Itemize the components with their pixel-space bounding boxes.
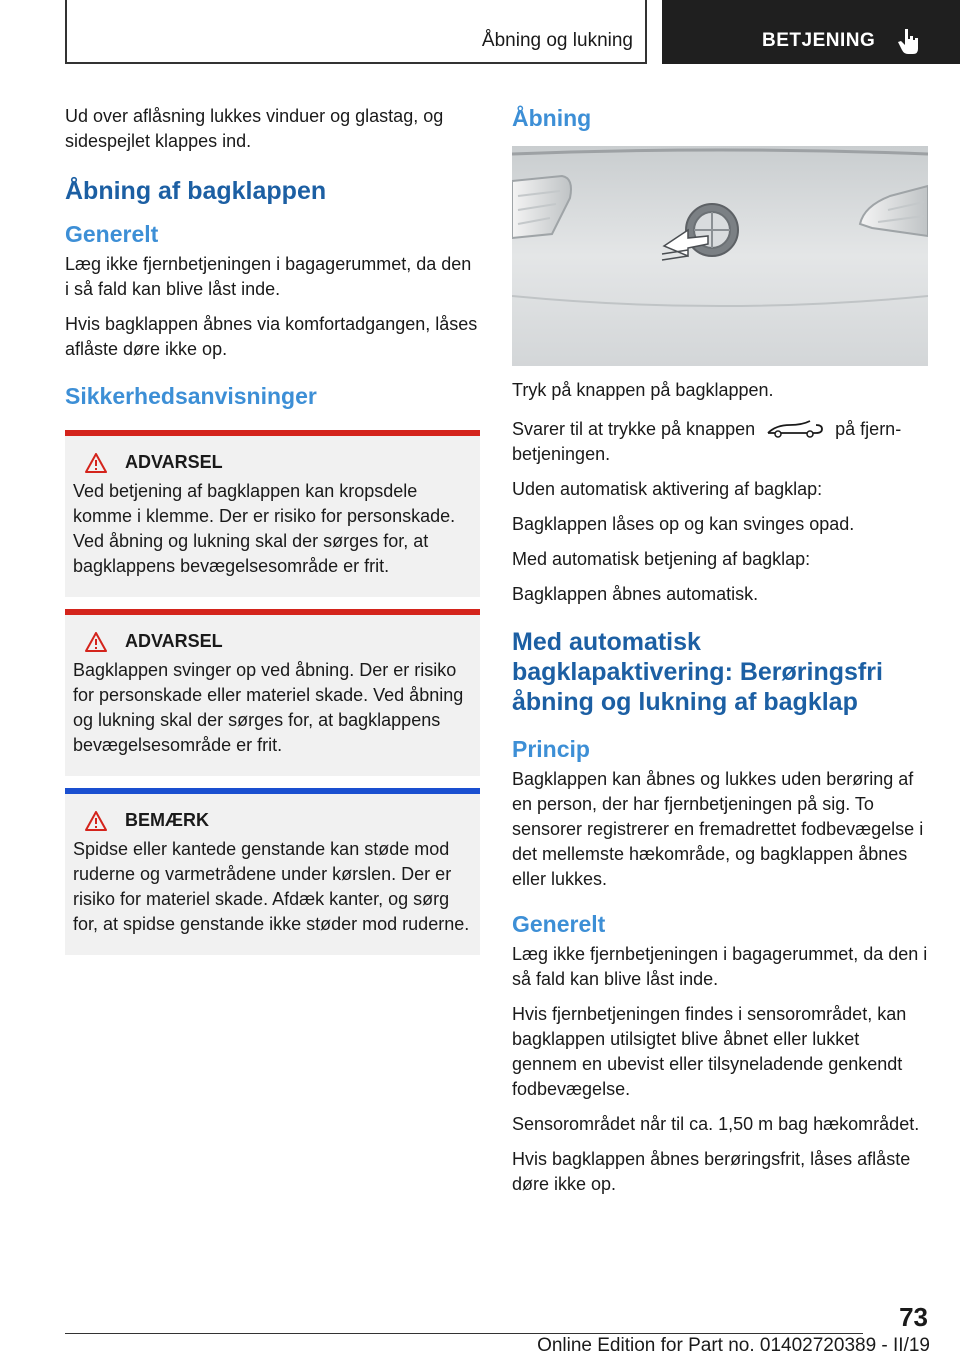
note-box [65,788,480,955]
page-number: 73 [899,1302,928,1332]
warning-title-2: ADVARSEL [125,631,223,651]
subheading-opening: Åbning [512,105,592,131]
note-title: BEMÆRK [125,810,209,830]
opening-paragraph-2-end: på fjernbetjeningen. [512,419,902,464]
general-right-paragraph-1: Læg ikke fjernbetjeningen i bagagerummet, da den i så fald kan blive låst inde. [512,944,928,989]
general-right-paragraph-4: Hvis bagklappen åbnes berøringsfrit, låses aflåste døre ikke op. [512,1149,911,1194]
warning-triangle-icon [85,632,107,652]
warning-triangle-icon [85,453,107,473]
subheading-principle: Princip [512,736,590,762]
warning-box-1 [65,430,480,597]
warning-box-2 [65,609,480,776]
opening-paragraph-5: Med automatisk betjening af bagklap: [512,549,811,569]
general-paragraph-1: Læg ikke fjernbetjeningen i bagagerummet, da den i så fald kan blive låst inde. [65,254,472,299]
header-chapter-title: BETJENING [762,30,876,51]
opening-paragraph-2 [512,417,928,467]
footer-edition: Online Edition for Part no. 01402720389 - II/19 [537,1335,930,1356]
principle-paragraph: Bagklappen kan åbnes og lukkes uden berøring af en person, der har fjernbetjeningen på sig. To sensorer registrerer en fremadrettet fodbevægelse i det mellemste hækområde, og bagklappen åbnes eller lukkes. [512,769,924,889]
subheading-general: Generelt [65,221,159,247]
right-column [512,104,928,1207]
general-right-paragraph-3: Sensorområdet når til ca. 1,50 m bag hækområdet. [512,1114,920,1134]
tailgate-button-illustration [512,146,928,366]
warning-text-1: Ved betjening af bagklappen kan kropsdele komme i klemme. Der er risiko for personskade. Ved åbning og lukning skal der sørges for, at bagklappens bevægelsesområde er frit. [73,481,456,576]
section-heading-touchless: Med automatisk bagklapaktivering: Berøringsfri åbning og lukning af bagklap [512,628,883,716]
section-heading-tailgate-opening: Åbning af bagklappen [65,177,327,205]
header-section-box [65,0,647,64]
opening-paragraph-6: Bagklappen åbnes automatisk. [512,584,759,604]
general-paragraph-2: Hvis bagklappen åbnes via komfortadgangen, låses aflåste døre ikke op. [65,314,478,359]
subheading-safety: Sikkerhedsanvisninger [65,383,317,409]
opening-paragraph-2-start: Svarer til at trykke på knappen [512,419,756,439]
general-right-paragraph-2: Hvis fjernbetjeningen findes i sensorområdet, kan bagklappen utilsigtet blive åbnet eller lukket gennem en ubevist eller tilsyneladende genkendt fodbevægelse. [512,1004,907,1099]
header-section-title: Åbning og lukning [481,30,633,51]
car-tailgate-icon [766,419,824,439]
opening-paragraph-3: Uden automatisk aktivering af bagklap: [512,479,823,499]
note-text: Spidse eller kantede genstande kan støde mod ruderne og varmetrådene under kørslen. Der er risiko for materiel skade. Afdæk kanter, og sørg for, at spidse genstande ikke støder mod ruderne. [73,839,470,934]
left-column [65,104,480,967]
opening-paragraph-1: Tryk på knappen på bagklappen. [512,380,774,400]
warning-text-2: Bagklappen svinger op ved åbning. Der er risiko for personskade eller materiel skade. Ved åbning og lukning skal der sørges for, at bagklappens bevægelsesområde er frit. [73,660,464,755]
opening-paragraph-4: Bagklappen låses op og kan svinges opad. [512,514,855,534]
footer-divider [65,1333,863,1334]
header-chapter-box [662,0,960,64]
intro-paragraph: Ud over aflåsning lukkes vinduer og glastag, og sidespejlet klappes ind. [65,106,444,151]
warning-title-1: ADVARSEL [125,452,223,472]
touch-hand-icon [896,27,922,55]
subheading-general-right: Generelt [512,911,606,937]
warning-triangle-icon [85,811,107,831]
